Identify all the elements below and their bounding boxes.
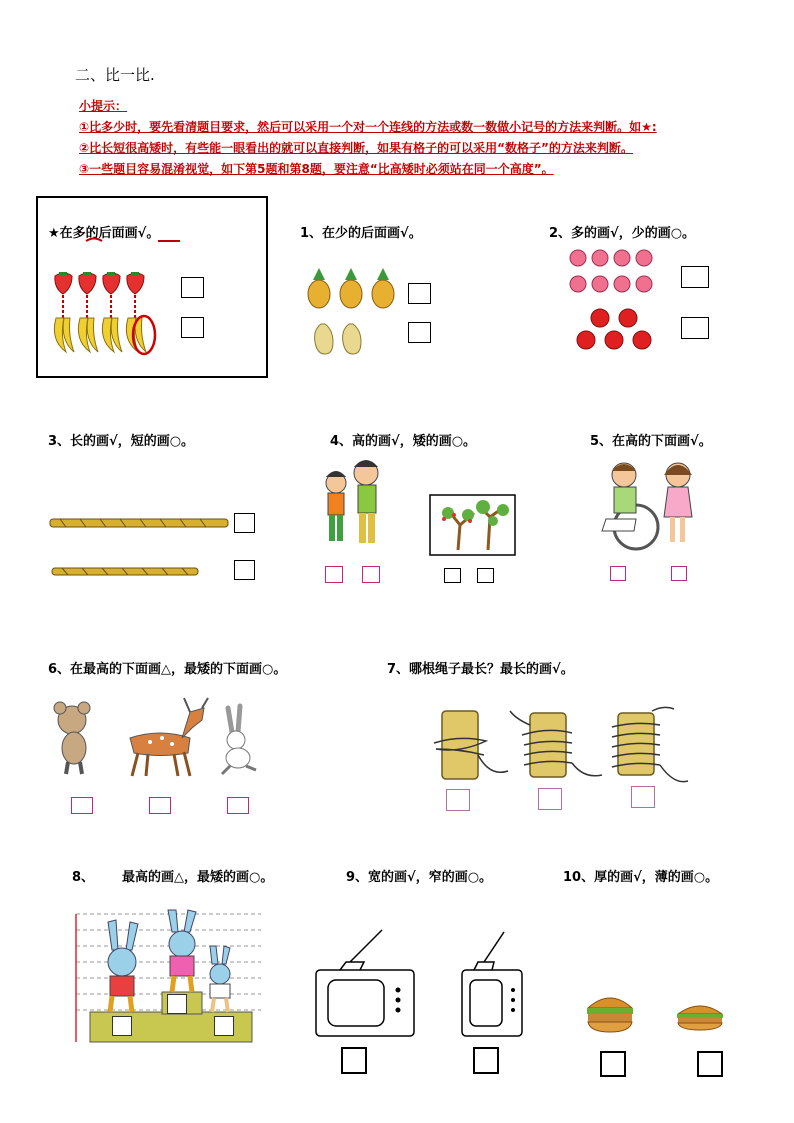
- question-4-answer-box-1[interactable]: [325, 566, 343, 583]
- question-2-answer-box-2[interactable]: [681, 317, 709, 339]
- question-8-number: 8、: [72, 870, 95, 885]
- question-5-label: 5、在高的下面画√。: [590, 434, 712, 449]
- question-3-label: 3、长的画√，短的画○。: [48, 434, 195, 449]
- boys-and-tree-illustration: [318, 455, 518, 555]
- question-1-answer-box-1[interactable]: [408, 283, 431, 304]
- question-7-answer-box-1[interactable]: [446, 789, 470, 811]
- question-4-label: 4、高的画√，矮的画○。: [330, 434, 477, 449]
- question-8-label: 最高的画△，最矮的画○。: [122, 870, 274, 885]
- question-9-answer-box-2[interactable]: [473, 1047, 499, 1074]
- question-8-answer-box-2[interactable]: [167, 994, 187, 1014]
- strawberry-banana-illustration: [50, 270, 170, 360]
- question-3-answer-box-1[interactable]: [234, 513, 255, 533]
- section-title: 二、比一比.: [75, 66, 155, 84]
- peach-apple-illustration: [568, 248, 658, 353]
- question-10-answer-box-1[interactable]: [600, 1051, 626, 1077]
- question-5-answer-box-2[interactable]: [671, 566, 687, 581]
- children-wheelchair-illustration: [596, 457, 706, 557]
- ropes-illustration: [50, 515, 230, 577]
- question-5-answer-box-1[interactable]: [610, 566, 626, 581]
- question-9-label: 9、宽的画√，窄的画○。: [346, 870, 493, 885]
- question-7-label: 7、哪根绳子最长？最长的画√。: [387, 662, 574, 677]
- question-2-label: 2、多的画√，少的画○。: [549, 226, 696, 241]
- example-answer-box-2[interactable]: [181, 317, 204, 338]
- question-9-answer-box-1[interactable]: [341, 1047, 367, 1074]
- question-6-label: 6、在最高的下面画△，最矮的下面画○。: [48, 662, 287, 677]
- question-6-answer-box-1[interactable]: [71, 797, 93, 814]
- example-label: ★在多的后面画√。: [48, 226, 160, 241]
- question-4-answer-box-2[interactable]: [362, 566, 380, 583]
- rope-cylinders-illustration: [412, 705, 692, 791]
- example-answer-box-1[interactable]: [181, 277, 204, 298]
- question-8-answer-box-3[interactable]: [214, 1016, 234, 1036]
- question-6-answer-box-2[interactable]: [149, 797, 171, 814]
- question-4-answer-box-4[interactable]: [477, 568, 494, 583]
- hint-line-1: ①比多少时，要先看清题目要求，然后可以采用一个对一个连线的方法或数一数做小记号的方法来判断。如★:: [79, 120, 657, 134]
- hint-title: 小提示：: [79, 99, 128, 113]
- pineapple-pear-illustration: [303, 268, 403, 358]
- example-underlines: [84, 236, 194, 244]
- question-6-answer-box-3[interactable]: [227, 797, 249, 814]
- question-1-label: 1、在少的后面画√。: [300, 226, 422, 241]
- burgers-illustration: [584, 990, 744, 1040]
- question-10-label: 10、厚的画√，薄的画○。: [563, 870, 719, 885]
- question-10-answer-box-2[interactable]: [697, 1051, 723, 1077]
- question-8-answer-box-1[interactable]: [112, 1016, 132, 1036]
- hint-line-2: ②比长短很高矮时，有些能一眼看出的就可以直接判断，如果有格子的可以采用“数格子”的方法来判断。: [79, 141, 633, 155]
- question-3-answer-box-2[interactable]: [234, 560, 255, 580]
- animals-illustration: [50, 698, 270, 780]
- tv-sets-illustration: [310, 926, 530, 1038]
- question-7-answer-box-3[interactable]: [631, 786, 655, 808]
- question-1-answer-box-2[interactable]: [408, 322, 431, 343]
- question-7-answer-box-2[interactable]: [538, 788, 562, 810]
- question-4-answer-box-3[interactable]: [444, 568, 461, 583]
- question-2-answer-box-1[interactable]: [681, 266, 709, 288]
- hint-line-3: ③一些题目容易混淆视觉，如下第5题和第8题，要注意“比高矮时必须站在同一个高度”。: [79, 162, 554, 176]
